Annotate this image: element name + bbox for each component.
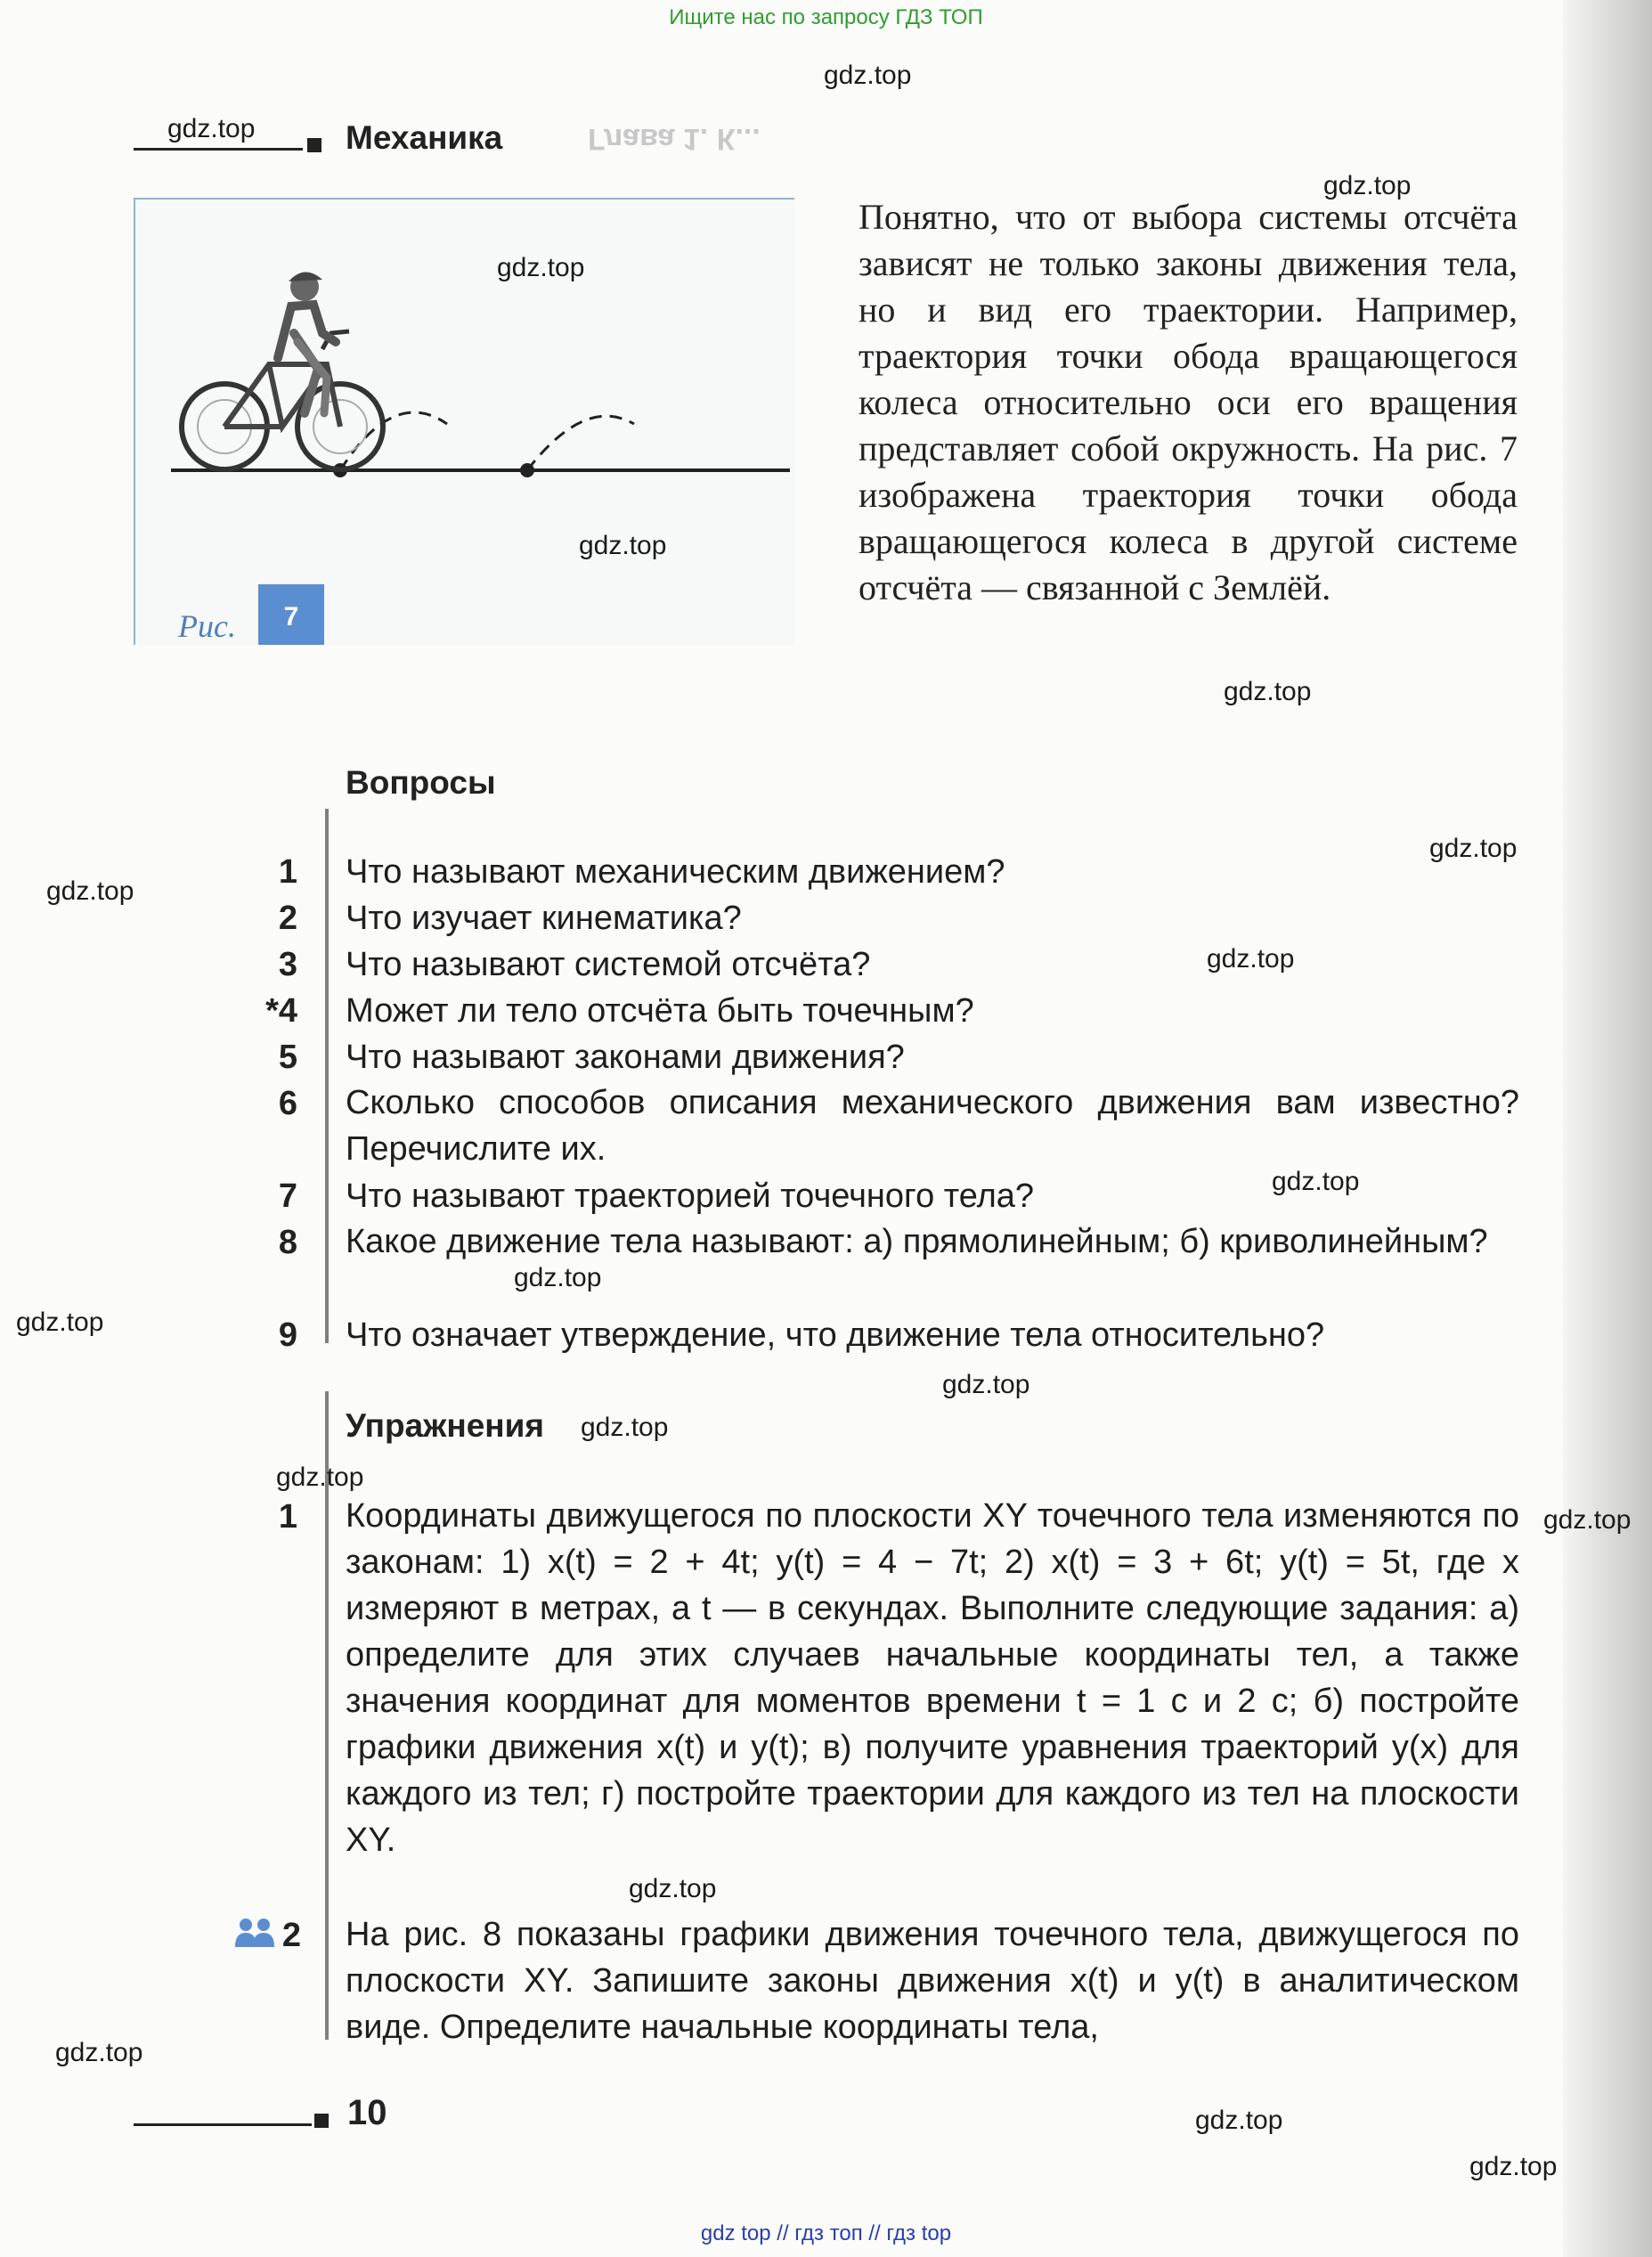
question-number: 3 xyxy=(278,946,297,983)
section-title: Механика xyxy=(346,119,503,156)
header-marker xyxy=(307,138,321,152)
watermark: gdz.top xyxy=(1207,944,1295,974)
cycloid-arc-2 xyxy=(527,416,634,470)
question-number: 1 xyxy=(278,853,297,891)
figure-number-badge: 7 xyxy=(258,584,324,645)
question-text: Что называют механическим движением? xyxy=(346,853,1005,891)
question-text: Что называют законами движения? xyxy=(346,1039,905,1076)
exercise-text: На рис. 8 показаны графики движения точечного тела, движущегося по плоскости XY. Запишите законы движения x(t) и y(t) в аналитическом виде. Определите начальные координаты тела, xyxy=(346,1916,1519,2046)
question-text: Какое движение тела называют: а) прямолинейным; б) криволинейным? xyxy=(346,1223,1488,1260)
page-edge-shadow xyxy=(1563,0,1652,2257)
question-text: Что называют системой отсчёта? xyxy=(346,946,871,983)
watermark: gdz.top xyxy=(824,61,912,90)
exercises-heading: Упражнения xyxy=(346,1407,544,1444)
question-number: 6 xyxy=(278,1085,297,1122)
cycloid-arc-1 xyxy=(340,412,447,470)
watermark: gdz.top xyxy=(46,876,134,906)
watermark: gdz.top xyxy=(581,1413,669,1442)
top-banner[interactable]: Ищите нас по запросу ГДЗ ТОП xyxy=(669,5,983,29)
page-number: 10 xyxy=(347,2093,387,2132)
watermark: gdz.top xyxy=(1469,2152,1558,2181)
watermark: gdz.top xyxy=(514,1263,602,1292)
exercise-text: Координаты движущегося по плоскости XY точечного тела изменяются по законам: 1) x(t) = 2 + 4t; y(t) = 4 − 7t; 2) x(t) = 3 + 6t; y(t) = 5t, где x измеряют в метрах, а t — в секундах. Выполните следующие задания: а) определите для этих случаев начальные координаты тел, а также значения координат для моментов времени t = 1 с и 2 с; б) постройте графики движения x(t) и y(t); в) получите уравнения траекторий y(x) для каждого из тел; г) постройте траектории для каждого из тел на плоскости XY. xyxy=(346,1497,1519,1859)
bleed-through-chapter-title: Глава 1. К... xyxy=(588,122,761,156)
cyclist-illustration xyxy=(135,200,794,645)
watermark: gdz.top xyxy=(497,253,585,282)
watermark: gdz.top xyxy=(1195,2106,1283,2135)
bottom-banner[interactable]: gdz top // гдз топ // гдз top xyxy=(700,2221,952,2245)
rim-point-2 xyxy=(520,463,534,477)
question-number: *4 xyxy=(265,992,297,1030)
watermark: gdz.top xyxy=(167,114,256,143)
watermark: gdz.top xyxy=(1429,834,1518,863)
question-text: Сколько способов описания механического движения вам известно? Перечислите их. xyxy=(346,1084,1519,1168)
footer-rule xyxy=(134,2123,312,2126)
body-paragraph: Понятно, что от выбора системы отсчёта зависят не только законы движения тела, но и вид его траектории. Например, траектория точки обода вращающегося колеса относительно оси его вращения представляет собой окружность. На рис. 7 изображена траектория точки обода вращающегося колеса в другой системе отсчёта — связанной с Землёй. xyxy=(859,197,1518,607)
footer-marker xyxy=(314,2114,329,2128)
watermark: gdz.top xyxy=(1323,171,1412,200)
question-text: Может ли тело отсчёта быть точечным? xyxy=(346,992,974,1030)
header-rule xyxy=(134,148,303,151)
question-number: 7 xyxy=(278,1177,297,1215)
watermark: gdz.top xyxy=(942,1370,1030,1399)
figure-7 xyxy=(134,198,794,645)
exercise-number: 2 xyxy=(281,1917,301,1954)
exercise-number: 1 xyxy=(278,1498,297,1536)
question-number: 8 xyxy=(278,1224,297,1261)
question-number: 2 xyxy=(278,900,297,937)
question-text: Что изучает кинематика? xyxy=(346,900,742,937)
watermark: gdz.top xyxy=(1543,1505,1632,1535)
watermark: gdz.top xyxy=(1224,677,1312,706)
watermark: gdz.top xyxy=(579,531,667,560)
questions-heading: Вопросы xyxy=(346,764,496,801)
question-number: 5 xyxy=(278,1039,297,1076)
watermark: gdz.top xyxy=(55,2038,143,2067)
question-text: Что называют траекторией точечного тела? xyxy=(346,1177,1035,1215)
watermark: gdz.top xyxy=(629,1874,717,1903)
questions-side-bar xyxy=(325,809,329,1343)
question-number: 9 xyxy=(278,1316,297,1354)
figure-caption: Рис. xyxy=(178,608,236,644)
watermark: gdz.top xyxy=(16,1308,104,1337)
watermark: gdz.top xyxy=(1272,1167,1360,1196)
question-text: Что означает утверждение, что движение тела относительно? xyxy=(346,1316,1325,1354)
watermark: gdz.top xyxy=(276,1463,364,1492)
